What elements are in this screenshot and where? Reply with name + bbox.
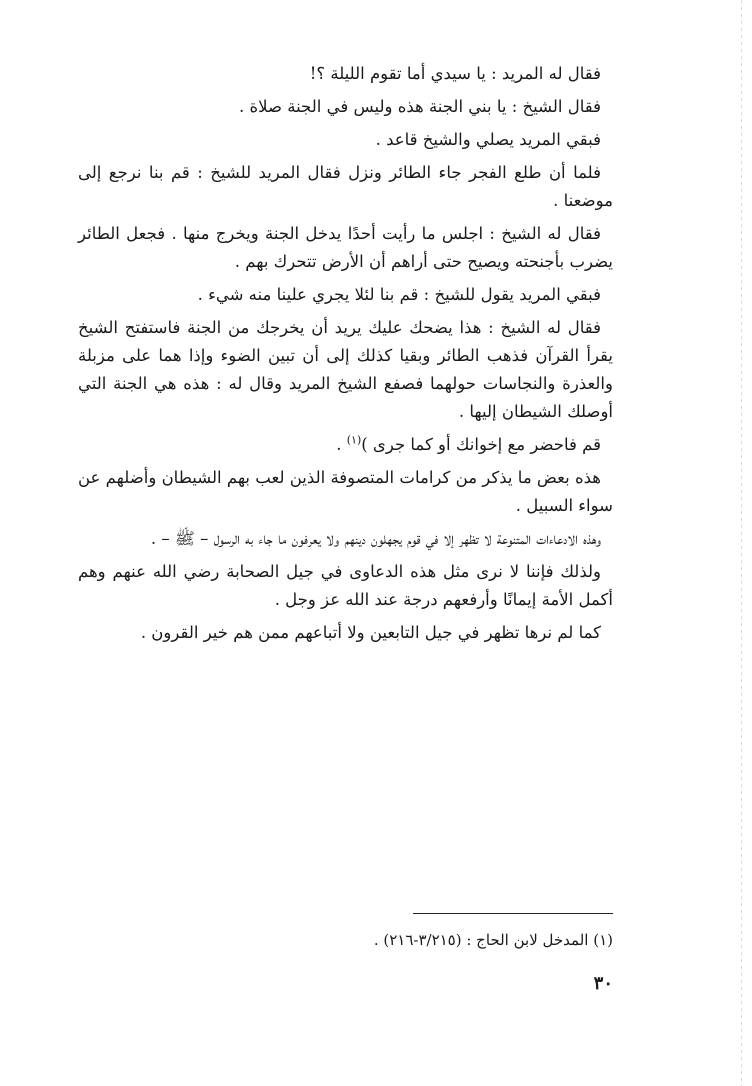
paragraph-text: كما لم نرها تظهر في جيل التابعين ولا أتباعهم ممن هم خير القرون . bbox=[140, 623, 601, 642]
footnote-marker: (١) bbox=[346, 433, 362, 447]
paragraph bbox=[78, 93, 613, 121]
paragraph bbox=[78, 464, 613, 520]
paragraph bbox=[78, 525, 613, 553]
body-text bbox=[78, 60, 613, 652]
paragraph-text: فقال له الشيخ : هذا يضحك عليك يريد أن يخرجك من الجنة فاستفتح الشيخ يقرأ القرآن فذهب الطائر وبقيا كذلك إلى أن تبين الضوء وإذا هما على مزبلة والعذرة والنجاسات حولهما فصفع الشيخ المريد وقال له : هذه هي الجنة التي أوصلك الشيطان إليها . bbox=[78, 318, 613, 421]
paragraph-end: . bbox=[336, 435, 347, 454]
paragraph bbox=[78, 314, 613, 426]
paragraph-text: هذه بعض ما يذكر من كرامات المتصوفة الذين لعب بهم الشيطان وأضلهم عن سواء السبيل . bbox=[78, 468, 613, 515]
paragraph-text: وهذه الادعاءات المتنوعة لا تظهر إلا في قوم يجهلون دينهم ولا يعرفون ما جاء به الرسول – ﷺ – . bbox=[150, 529, 601, 548]
paragraph bbox=[78, 159, 613, 215]
paragraph bbox=[78, 281, 613, 309]
paragraph bbox=[78, 431, 613, 459]
paragraph bbox=[78, 558, 613, 614]
page-number: ٣٠ bbox=[593, 973, 613, 994]
paragraph bbox=[78, 619, 613, 647]
footnote: (١) المدخل لابن الحاج : (٣/٢١٥-٢١٦) . bbox=[373, 931, 613, 949]
paragraph-text: فقال الشيخ : يا بني الجنة هذه وليس في الجنة صلاة . bbox=[239, 97, 601, 116]
paragraph bbox=[78, 126, 613, 154]
paragraph-text: ولذلك فإننا لا نرى مثل هذه الدعاوى في جيل الصحابة رضي الله عنهم وهم أكمل الأمة إيمانًا وأرفعهم درجة عند الله عز وجل . bbox=[78, 562, 613, 609]
paragraph-text: فقال له الشيخ : اجلس ما رأيت أحدًا يدخل الجنة ويخرج منها . فجعل الطائر يضرب بأجنحته ويصيح حتى أراهم أن الأرض تتحرك بهم . bbox=[78, 224, 613, 271]
paragraph-text: قم فاحضر مع إخوانك أو كما جرى ) bbox=[361, 435, 601, 454]
paragraph-text: فبقي المريد يصلي والشيخ قاعد . bbox=[375, 130, 601, 149]
paragraph-text: فلما أن طلع الفجر جاء الطائر ونزل فقال المريد للشيخ : قم بنا نرجع إلى موضعنا . bbox=[78, 163, 613, 210]
paragraph-text: فبقي المريد يقول للشيخ : قم بنا لئلا يجري علينا منه شيء . bbox=[197, 285, 601, 304]
paragraph bbox=[78, 220, 613, 276]
scan-edge-artifact bbox=[741, 0, 742, 1086]
footnote-divider bbox=[413, 913, 613, 914]
paragraph-text: فقال له المريد : يا سيدي أما تقوم الليلة ؟! bbox=[309, 64, 601, 83]
paragraph bbox=[78, 60, 613, 88]
